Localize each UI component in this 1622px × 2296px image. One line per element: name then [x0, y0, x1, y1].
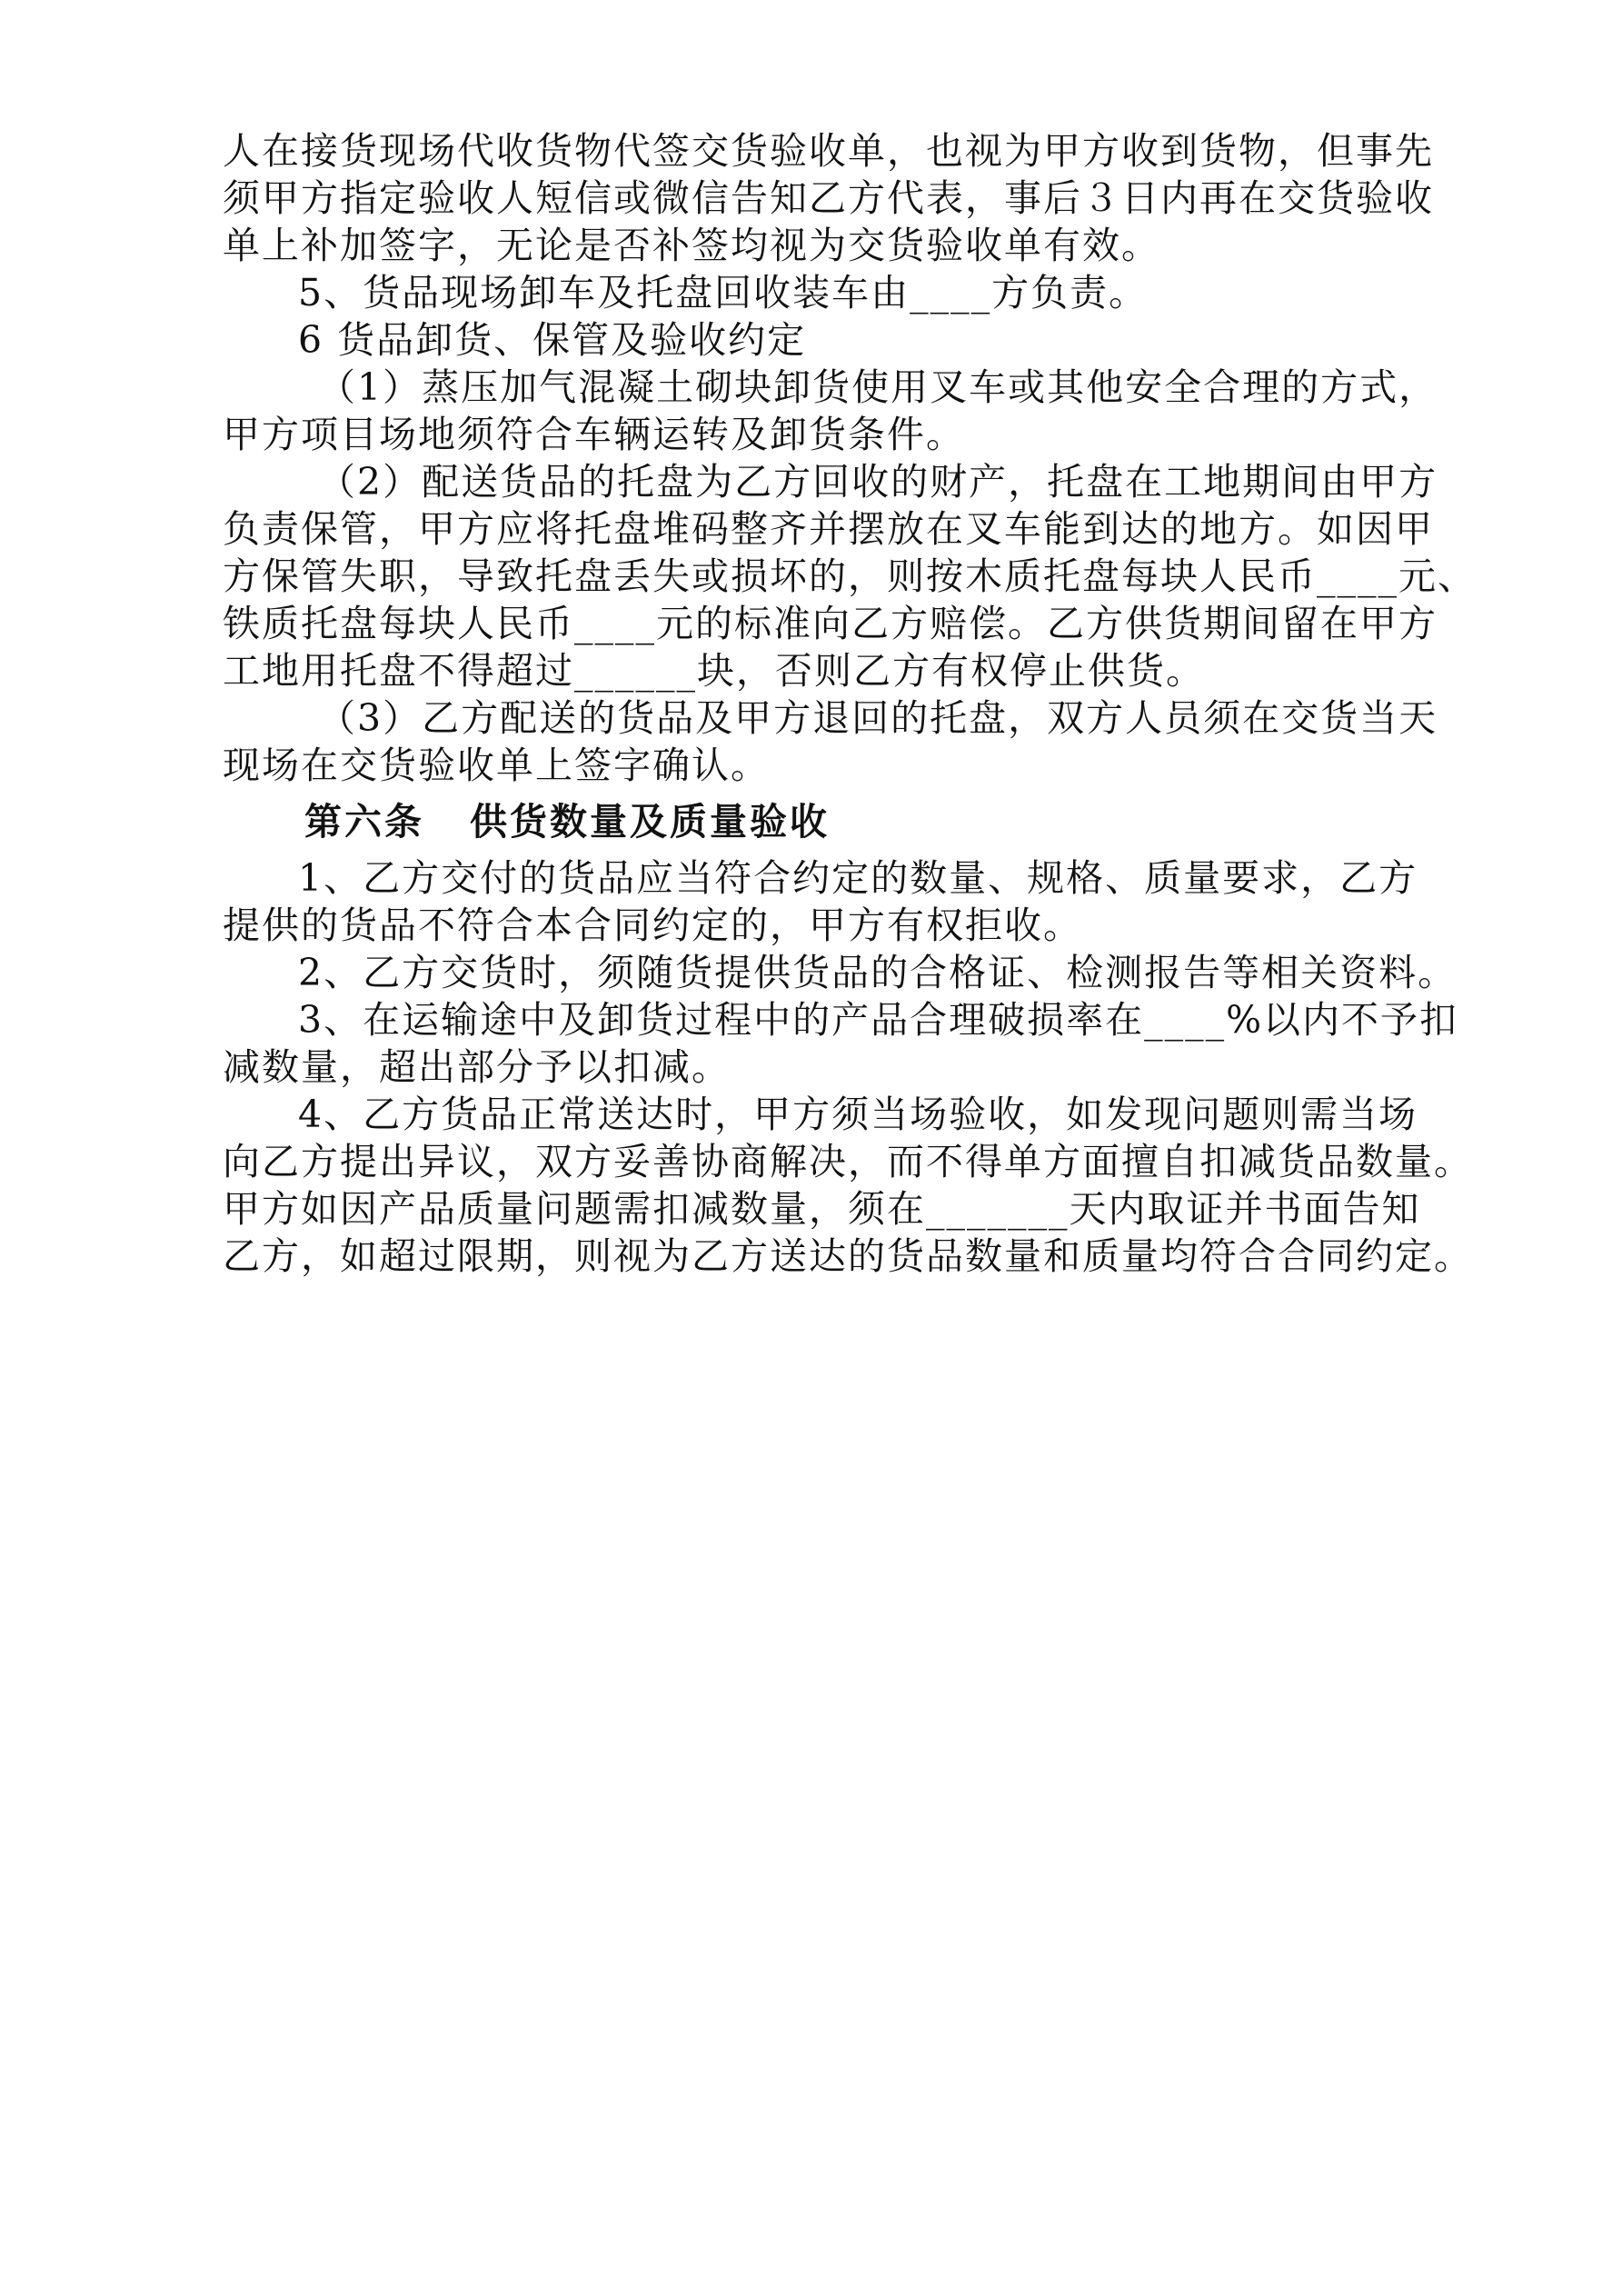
paragraph-line: 工地用托盘不得超过______块，否则乙方有权停止供货。 — [223, 649, 1205, 693]
article-6-clause-1: 1、乙方交付的货品应当符合约定的数量、规格、质量要求，乙方 — [298, 856, 1418, 900]
paragraph-line: 甲方如因产品质量问题需扣减数量，须在_______天内取证并书面告知 — [223, 1187, 1421, 1231]
paragraph-line: 单上补加签字，无论是否补签均视为交货验收单有效。 — [223, 224, 1160, 267]
article-6-clause-4: 4、乙方货品正常送达时，甲方须当场验收，如发现问题则需当场 — [298, 1093, 1418, 1136]
article-6-clause-3: 3、在运输途中及卸货过程中的产品合理破损率在____%以内不予扣 — [298, 998, 1459, 1042]
paragraph-line: 铁质托盘每块人民币____元的标准向乙方赔偿。乙方供货期间留在甲方 — [223, 602, 1438, 645]
paragraph-line: 提供的货品不符合本合同约定的，甲方有权拒收。 — [223, 903, 1082, 947]
paragraph-line: 须甲方指定验收人短信或微信告知乙方代表，事后３日内再在交货验收 — [223, 176, 1434, 220]
paragraph-line: 现场在交货验收单上签字确认。 — [223, 744, 770, 787]
article-number: 第六条 — [304, 800, 424, 844]
subclause-1: （1）蒸压加气混凝土砌块卸货使用叉车或其他安全合理的方式， — [318, 365, 1438, 409]
paragraph-line: 方保管失职，导致托盘丢失或损坏的，则按木质托盘每块人民币____元、 — [223, 554, 1477, 598]
subclause-3: （3）乙方配送的货品及甲方退回的托盘，双方人员须在交货当天 — [318, 696, 1438, 740]
clause-6-title: 6 货品卸货、保管及验收约定 — [298, 318, 807, 362]
paragraph-line: 乙方，如超过限期，则视为乙方送达的货品数量和质量均符合合同约定。 — [223, 1234, 1473, 1278]
paragraph-line: 减数量，超出部分予以扣减。 — [223, 1045, 731, 1089]
paragraph-line: 甲方项目场地须符合车辆运转及卸货条件。 — [223, 413, 965, 456]
article-6-heading — [304, 794, 1418, 849]
paragraph-line: 向乙方提出异议，双方妥善协商解决，而不得单方面擅自扣减货品数量。 — [223, 1140, 1473, 1183]
article-6-clause-2: 2、乙方交货时，须随货提供货品的合格证、检测报告等相关资料。 — [298, 951, 1458, 994]
subclause-2: （2）配送货品的托盘为乙方回收的财产，托盘在工地期间由甲方 — [318, 460, 1438, 504]
paragraph-line: 人在接货现场代收货物代签交货验收单，也视为甲方收到货物，但事先 — [223, 129, 1434, 173]
article-title: 供货数量及质量验收 — [470, 800, 830, 844]
clause-5: 5、货品现场卸车及托盘回收装车由____方负责。 — [298, 271, 1149, 314]
paragraph-line: 负责保管，甲方应将托盘堆码整齐并摆放在叉车能到达的地方。如因甲 — [223, 507, 1434, 551]
